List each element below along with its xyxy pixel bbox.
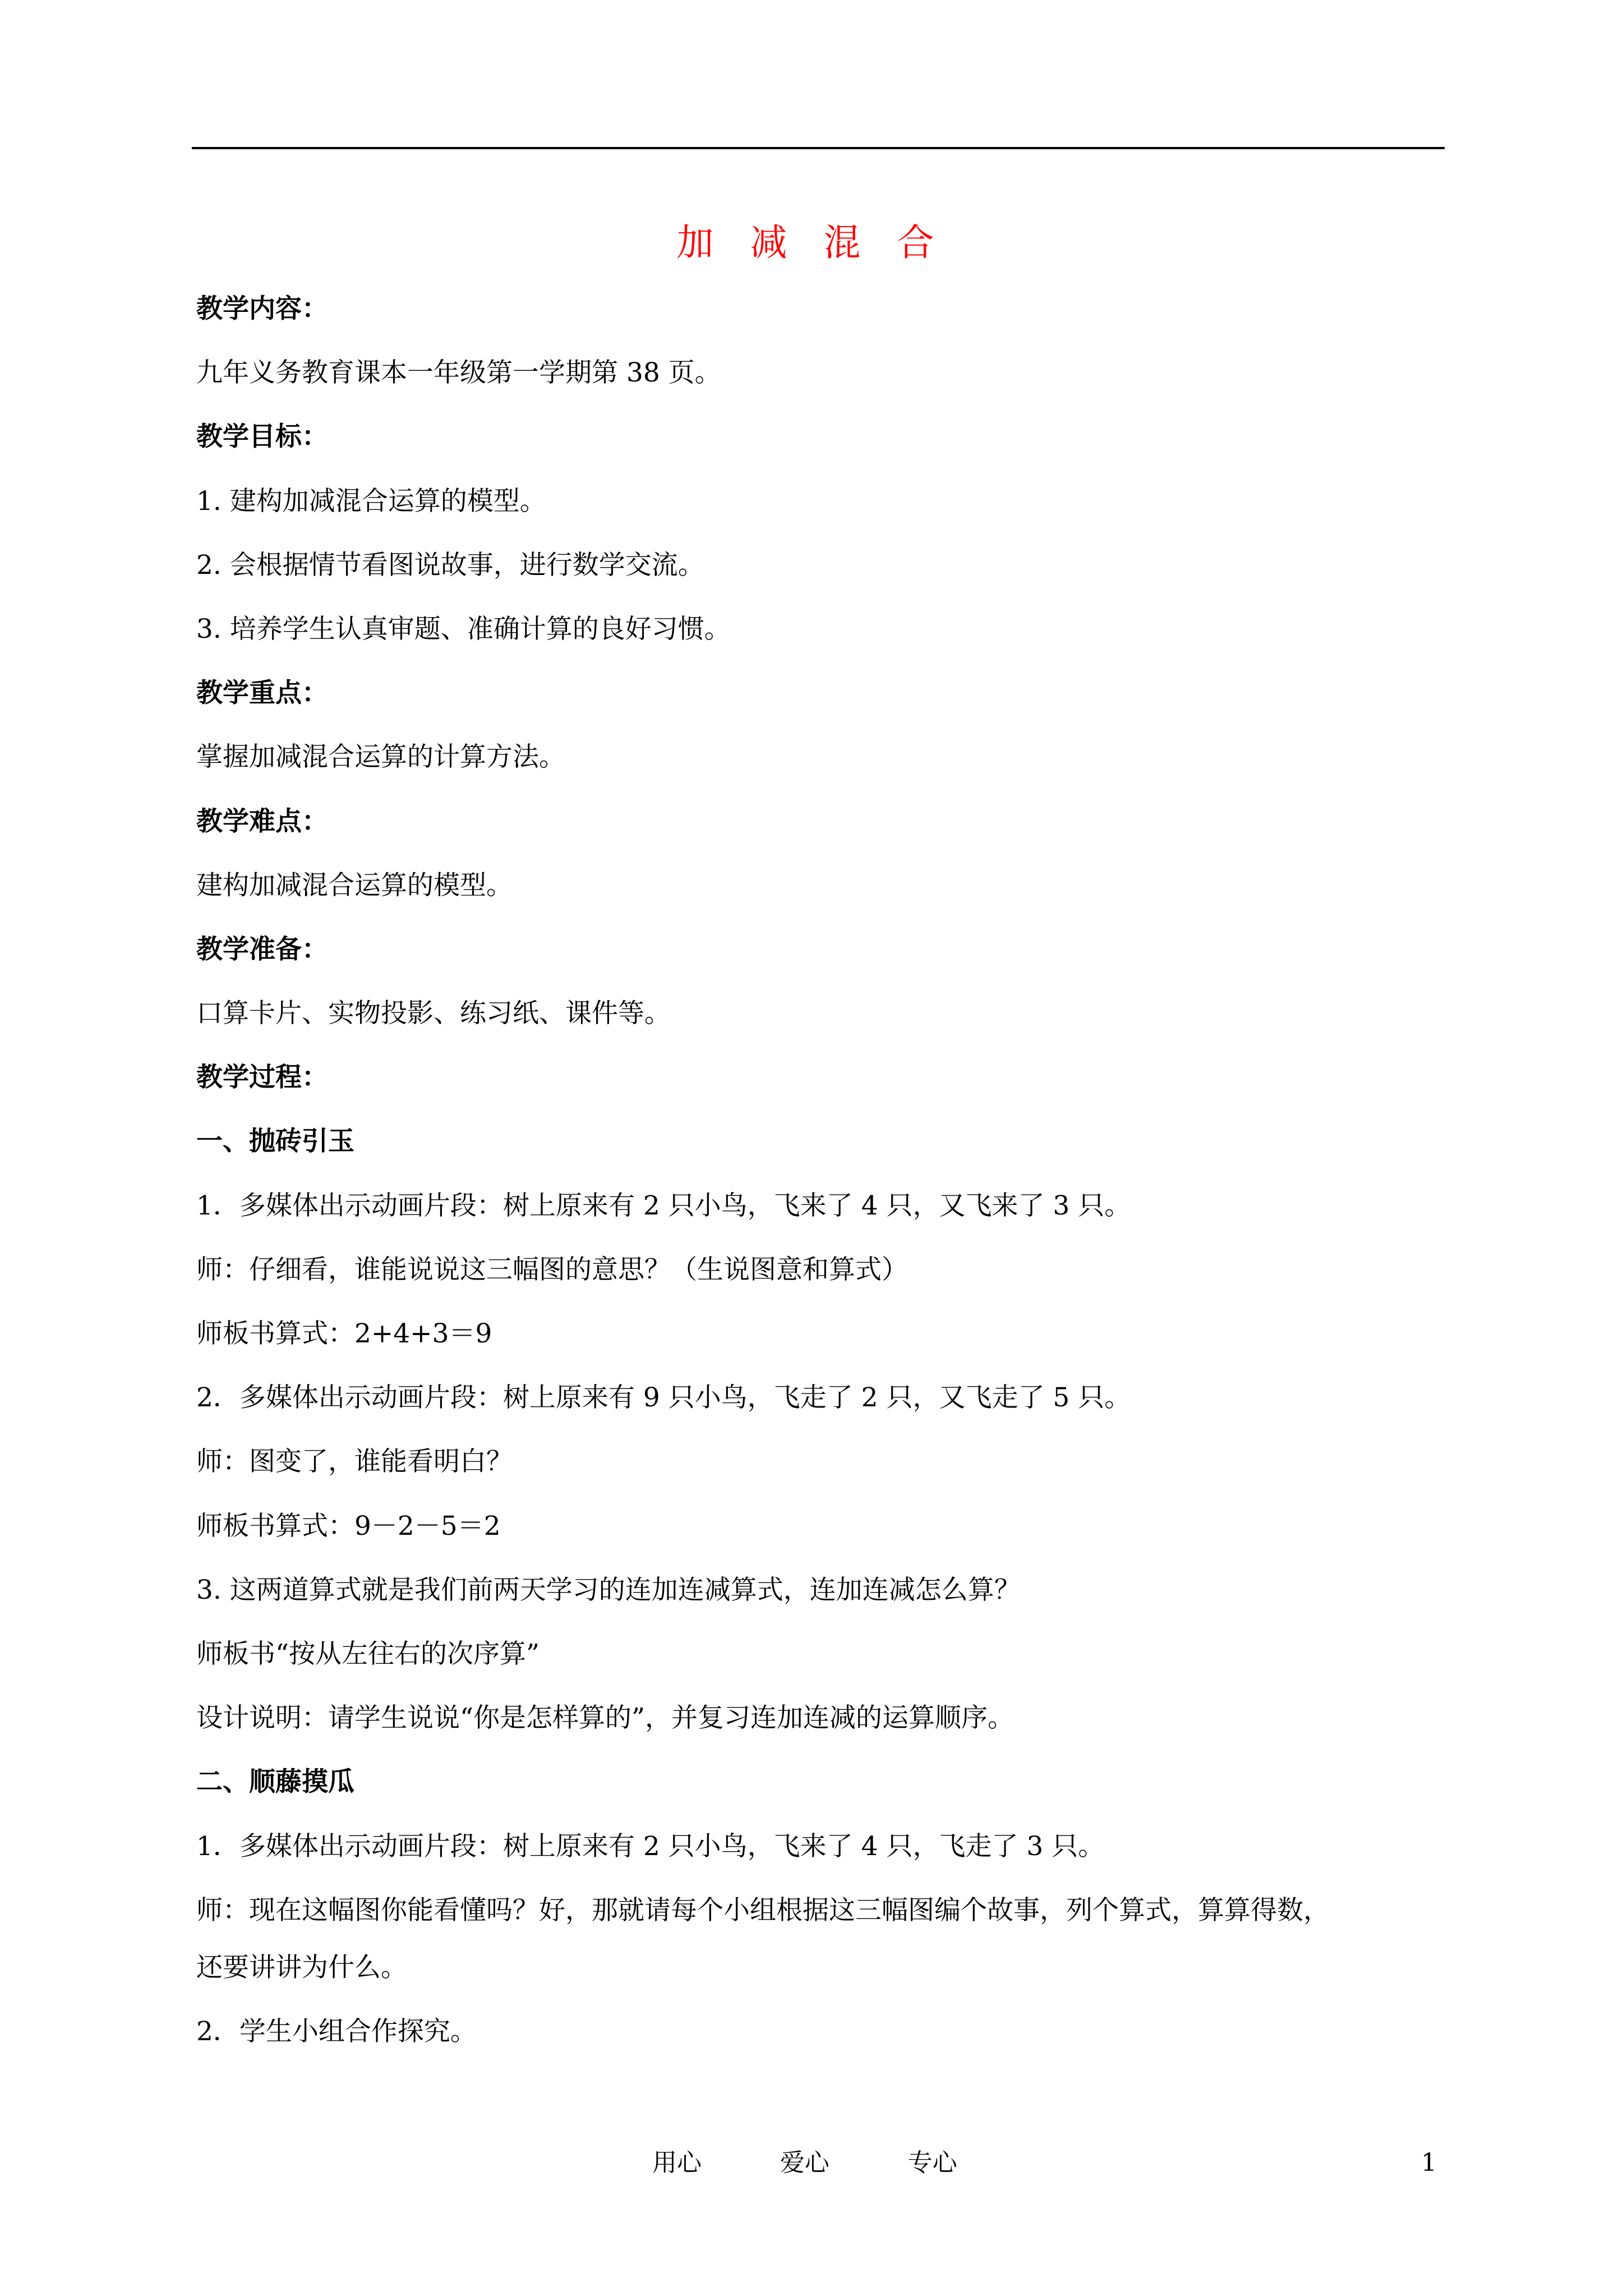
paragraph: 还要讲讲为什么。 xyxy=(196,1952,407,1983)
header-rule xyxy=(192,147,1445,149)
paragraph: 师：现在这幅图你能看懂吗？好，那就请每个小组根据这三幅图编个故事，列个算式，算算得数， xyxy=(196,1894,1330,1926)
section-heading-difficulties: 教学难点： xyxy=(196,806,328,837)
paragraph: 设计说明：请学生说说“你是怎样算的”，并复习连加连减的运算顺序。 xyxy=(196,1703,1015,1734)
footer-motto-word: 爱心 xyxy=(780,2148,829,2177)
footer-motto-word: 用心 xyxy=(652,2148,702,2177)
paragraph: 1．多媒体出示动画片段：树上原来有 2 只小鸟，飞来了 4 只，又飞来了 3 只。 xyxy=(196,1190,1131,1221)
page-number: 1 xyxy=(1421,2148,1437,2177)
paragraph: 1．多媒体出示动画片段：树上原来有 2 只小鸟，飞来了 4 只，飞走了 3 只。 xyxy=(196,1830,1105,1862)
list-item: 3. 培养学生认真审题、准确计算的良好习惯。 xyxy=(196,613,731,645)
section-heading-content: 教学内容： xyxy=(196,293,328,324)
subsection-heading: 二、顺藤摸瓜 xyxy=(196,1766,354,1798)
paragraph: 2．多媒体出示动画片段：树上原来有 9 只小鸟，飞走了 2 只，又飞走了 5 只。 xyxy=(196,1382,1131,1414)
document-body xyxy=(196,292,1447,2078)
paragraph: 师：仔细看，谁能说说这三幅图的意思？（生说图意和算式） xyxy=(196,1254,908,1285)
section-heading-process: 教学过程： xyxy=(196,1062,328,1093)
section-heading-goals: 教学目标： xyxy=(196,421,328,453)
page-footer xyxy=(0,2146,1623,2180)
footer-motto xyxy=(652,2146,957,2180)
paragraph: 师：图变了，谁能看明白？ xyxy=(196,1446,513,1478)
section-heading-preparation: 教学准备： xyxy=(196,933,328,965)
paragraph: 掌握加减混合运算的计算方法。 xyxy=(196,742,565,773)
paragraph: 2．学生小组合作探究。 xyxy=(196,2016,477,2047)
subsection-heading: 一、抛砖引玉 xyxy=(196,1126,354,1157)
section-heading-key-points: 教学重点： xyxy=(196,678,328,709)
paragraph: 师板书“按从左往右的次序算” xyxy=(196,1638,540,1669)
list-item: 1. 建构加减混合运算的模型。 xyxy=(196,485,546,517)
paragraph: 九年义务教育课本一年级第一学期第 38 页。 xyxy=(196,357,721,389)
paragraph: 师板书算式：9－2－5＝2 xyxy=(196,1510,501,1542)
page-title: 加 减 混 合 xyxy=(676,221,947,264)
paragraph: 3. 这两道算式就是我们前两天学习的连加连减算式，连加连减怎么算？ xyxy=(196,1574,1021,1605)
paragraph: 师板书算式：2+4+3＝9 xyxy=(196,1318,492,1349)
paragraph: 建构加减混合运算的模型。 xyxy=(196,869,513,901)
paragraph: 口算卡片、实物投影、练习纸、课件等。 xyxy=(196,998,671,1029)
footer-motto-word: 专心 xyxy=(907,2148,957,2177)
list-item: 2. 会根据情节看图说故事，进行数学交流。 xyxy=(196,549,704,581)
